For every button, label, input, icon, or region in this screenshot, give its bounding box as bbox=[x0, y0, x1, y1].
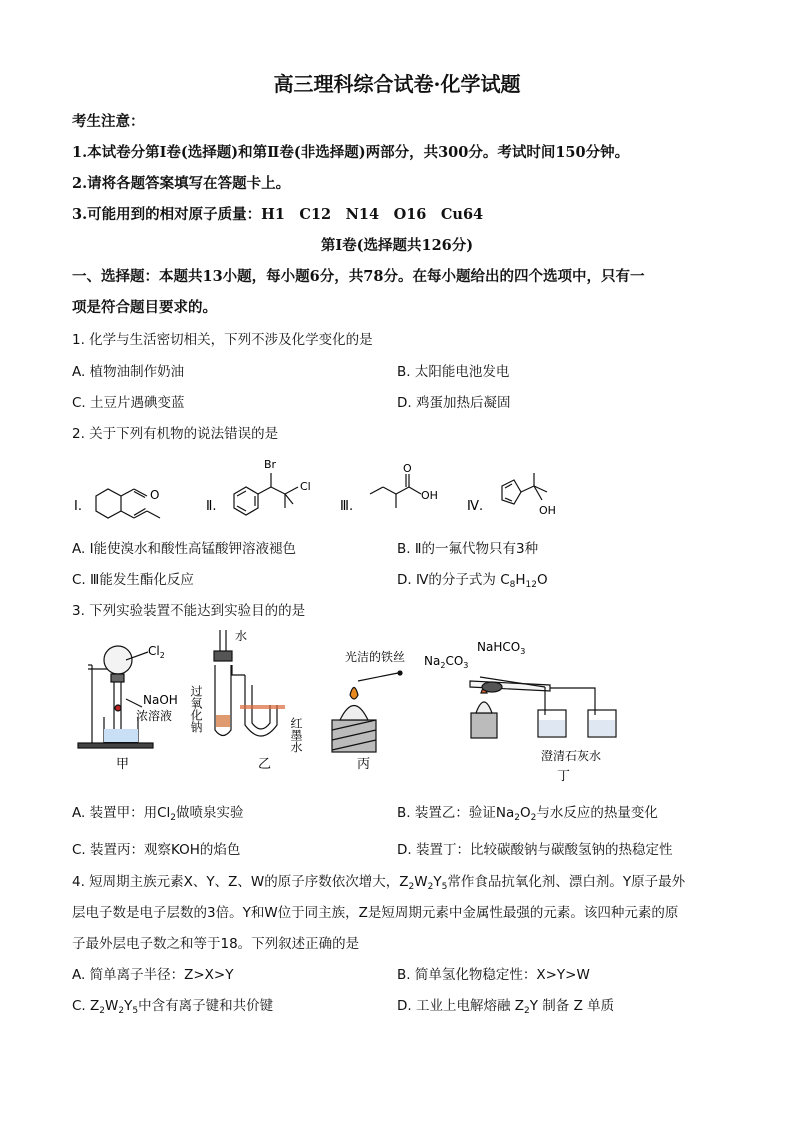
q2-option-c: C. Ⅲ能发生酯化反应 bbox=[72, 572, 194, 588]
q4-stem-line-3: 子最外层电子数之和等于18。下列叙述正确的是 bbox=[72, 936, 360, 952]
apparatus-bing-label: 丙 bbox=[357, 757, 371, 772]
notice-heading: 考生注意： bbox=[72, 113, 145, 130]
structure-ii-skeleton bbox=[234, 473, 298, 515]
svg-text:Cl2: $Cl_2$ bbox=[148, 644, 165, 660]
structure-ii-label: Ⅱ. bbox=[206, 499, 217, 514]
q3-stem: 3. 下列实验装置不能达到实验目的的是 bbox=[72, 603, 306, 619]
yi-water-label: 水 bbox=[235, 629, 248, 643]
notice-line-1: 1.本试卷分第Ⅰ卷(选择题)和第Ⅱ卷(非选择题)两部分，共300分。考试时间150分钟。 bbox=[72, 144, 630, 161]
structure-iii-oxygen: O bbox=[403, 462, 412, 475]
q3-option-a: A. 装置甲：用$Cl_2$做喷泉实验 bbox=[72, 805, 244, 823]
q3-option-c: C. 装置丙：观察KOH的焰色 bbox=[72, 842, 241, 858]
q2-option-d: D. Ⅳ的分子式为 $C_8H_{12}O$ bbox=[397, 572, 548, 590]
structure-iv-skeleton bbox=[502, 473, 547, 504]
structure-ii-chlorine: Cl bbox=[300, 480, 311, 493]
q3-option-b: B. 装置乙：验证$Na_2O_2$与水反应的热量变化 bbox=[397, 805, 658, 823]
jia-cl2-label: Cl bbox=[148, 644, 160, 658]
apparatus-jia-label: 甲 bbox=[116, 757, 130, 772]
q3-apparatus-figure bbox=[0, 625, 794, 790]
q4-option-b: B. 简单氢化物稳定性：X>Y>W bbox=[397, 967, 590, 983]
svg-text:NaHCO3: NaHCO$_3$ bbox=[477, 640, 526, 656]
q2-option-b: B. Ⅱ的一氟代物只有3种 bbox=[397, 541, 539, 557]
q2-structures-figure bbox=[0, 452, 794, 532]
structure-iii-label: Ⅲ. bbox=[340, 499, 354, 514]
structure-i-oxygen: O bbox=[150, 488, 160, 502]
apparatus-yi bbox=[214, 630, 285, 736]
notice-line-2: 2.请将各题答案填写在答题卡上。 bbox=[72, 175, 291, 192]
structure-ii-bromine: Br bbox=[264, 458, 277, 471]
q2-stem: 2. 关于下列有机物的说法错误的是 bbox=[72, 426, 279, 442]
structure-iii-hydroxyl: OH bbox=[421, 489, 438, 502]
part1-intro-line-2: 项是符合题目要求的。 bbox=[72, 299, 217, 316]
apparatus-ding-label: 丁 bbox=[557, 769, 571, 784]
q4-stem-line-1: 4. 短周期主族元素X、Y、Z、W的原子序数依次增大，$Z_2W_2Y_5$常作食品抗氧化剂、漂白剂。Y原子最外 bbox=[72, 874, 686, 892]
structure-iii-skeleton bbox=[370, 474, 421, 508]
page-title: 高三理科综合试卷·化学试题 bbox=[273, 72, 521, 96]
q1-option-b: B. 太阳能电池发电 bbox=[397, 364, 510, 380]
structure-i-label: Ⅰ. bbox=[74, 499, 82, 514]
q2-option-a: A. Ⅰ能使溴水和酸性高锰酸钾溶液褪色 bbox=[72, 541, 297, 557]
q3-option-d: D. 装置丁：比较碳酸钠与碳酸氢钠的热稳定性 bbox=[397, 842, 673, 858]
apparatus-ding bbox=[470, 677, 616, 738]
q1-option-c: C. 土豆片遇碘变蓝 bbox=[72, 395, 185, 411]
q4-option-a: A. 简单离子半径：Z>X>Y bbox=[72, 967, 234, 983]
yi-reagent-label: 过氧化钠 bbox=[189, 685, 203, 733]
yi-ink-label: 红墨水 bbox=[289, 717, 303, 753]
q4-stem-line-2: 层电子数是电子层数的3倍。Y和W位于同主族，Z是短周期元素中金属性最强的元素。该四种元素的原 bbox=[72, 905, 679, 921]
part1-title: 第Ⅰ卷(选择题共126分) bbox=[320, 237, 474, 254]
q1-option-d: D. 鸡蛋加热后凝固 bbox=[397, 395, 511, 411]
structure-iv-hydroxyl: OH bbox=[539, 504, 556, 517]
jia-solution-label: 浓溶液 bbox=[136, 709, 173, 723]
jia-naoh-label: NaOH bbox=[143, 693, 178, 707]
q4-option-d: D. 工业上电解熔融 $Z_2Y$ 制备 Z 单质 bbox=[397, 998, 615, 1016]
bing-wire-label: 光洁的铁丝 bbox=[345, 650, 406, 664]
ding-limewater-label: 澄清石灰水 bbox=[541, 749, 602, 763]
q4-option-c: C. $Z_2W_2Y_5$中含有离子键和共价键 bbox=[72, 998, 274, 1016]
apparatus-bing bbox=[332, 671, 402, 752]
apparatus-jia bbox=[78, 646, 153, 748]
svg-text:Na2CO3: $Na_2CO_3$ bbox=[424, 654, 469, 670]
ding-na2co3-label: Na bbox=[424, 654, 441, 668]
ding-nahco3-label: NaHCO bbox=[477, 640, 521, 654]
apparatus-yi-label: 乙 bbox=[258, 757, 272, 772]
notice-line-3: 3.可能用到的相对原子质量：H1 C12 N14 O16 Cu64 bbox=[72, 206, 484, 223]
q1-stem: 1. 化学与生活密切相关，下列不涉及化学变化的是 bbox=[72, 332, 373, 348]
part1-intro-line-1: 一、选择题：本题共13小题，每小题6分，共78分。在每小题给出的四个选项中，只有一 bbox=[72, 268, 645, 285]
structure-iv-label: Ⅳ. bbox=[467, 499, 484, 514]
q1-option-a: A. 植物油制作奶油 bbox=[72, 364, 185, 380]
